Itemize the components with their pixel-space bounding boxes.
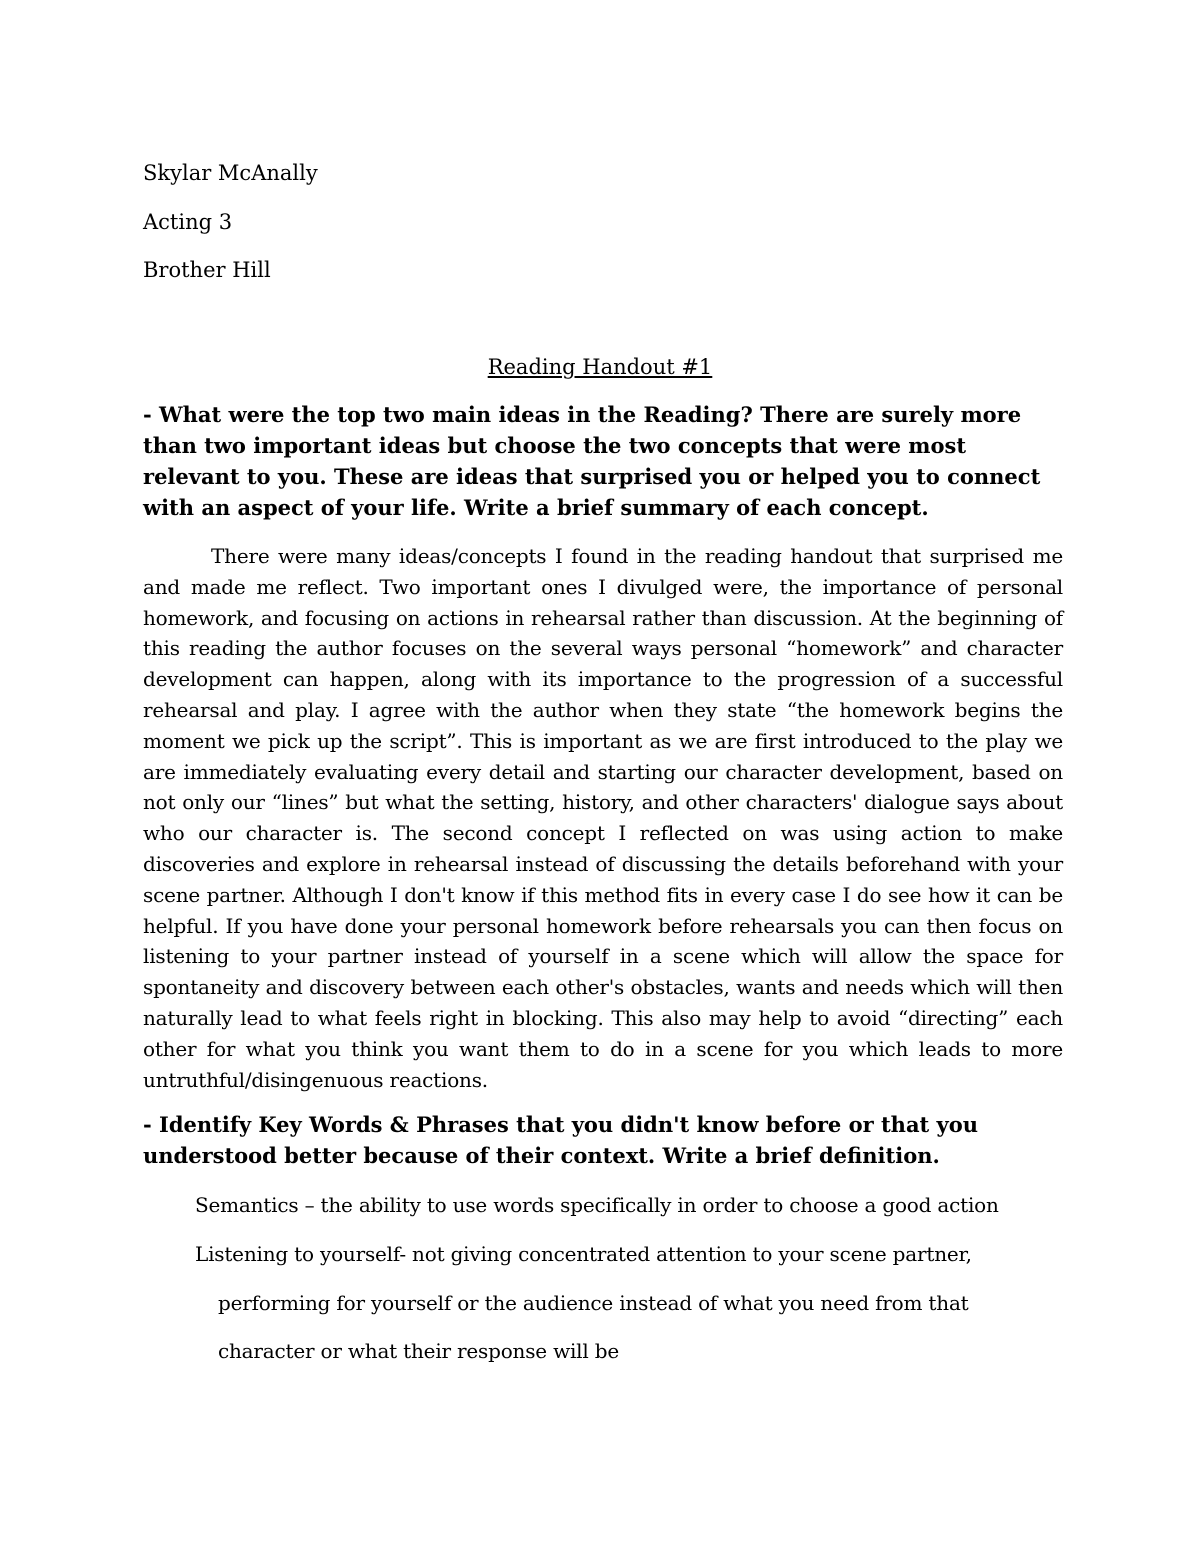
term-listening-line-3: character or what their response will be [218,1339,619,1363]
instructor-name: Brother Hill [143,258,271,282]
page-title-text: Reading Handout #1 [487,355,713,379]
course-name: Acting 3 [143,210,233,234]
question-2: - Identify Key Words & Phrases that you didn't know before or that you understood better because of their context. Write a brief definition. [143,1112,979,1168]
term-listening-line-1: Listening to yourself- not giving concentrated attention to your scene partner, [195,1242,972,1266]
term-semantics: Semantics – the ability to use words specifically in order to choose a good action [195,1193,999,1217]
page-title [0,353,1200,381]
term-listening-line-2: performing for yourself or the audience instead of what you need from that [218,1291,969,1315]
question-1: - What were the top two main ideas in the Reading? There are surely more than two important ideas but choose the two concepts that were most relevant to you. These are ideas that surprised you or helped you to connect with an aspect of your life. Write a brief summary of each concept. [143,402,1041,520]
answer-1: There were many ideas/concepts I found in the reading handout that surprised me and made me reflect. Two important ones I divulged were, the importance of personal homework, and focusing on actions in rehearsal rather than discussion. At the beginning of this reading the author focuses on the several ways personal “homework” and character development can happen, along with its importance to the progression of a successful rehearsal and play. I agree with the author when they state “the homework begins the moment we pick up the script”. This is important as we are first introduced to the play we are immediately evaluating every detail and starting our character development, based on not only our “lines” but what the setting, history, and other characters' dialogue says about who our character is. The second concept I reflected on was using action to make discoveries and explore in rehearsal instead of discussing the details beforehand with your scene partner. Although I don't know if this method fits in every case I do see how it can be helpful. If you have done your personal homework before rehearsals you can then focus on listening to your partner instead of yourself in a scene which will allow the space for spontaneity and discovery between each other's obstacles, wants and needs which will then naturally lead to what feels right in blocking. This also may help to avoid “directing” each other for what you think you want them to do in a scene for you which leads to more untruthful/disingenuous reactions. [143,544,1063,1092]
student-name: Skylar McAnally [143,161,318,185]
